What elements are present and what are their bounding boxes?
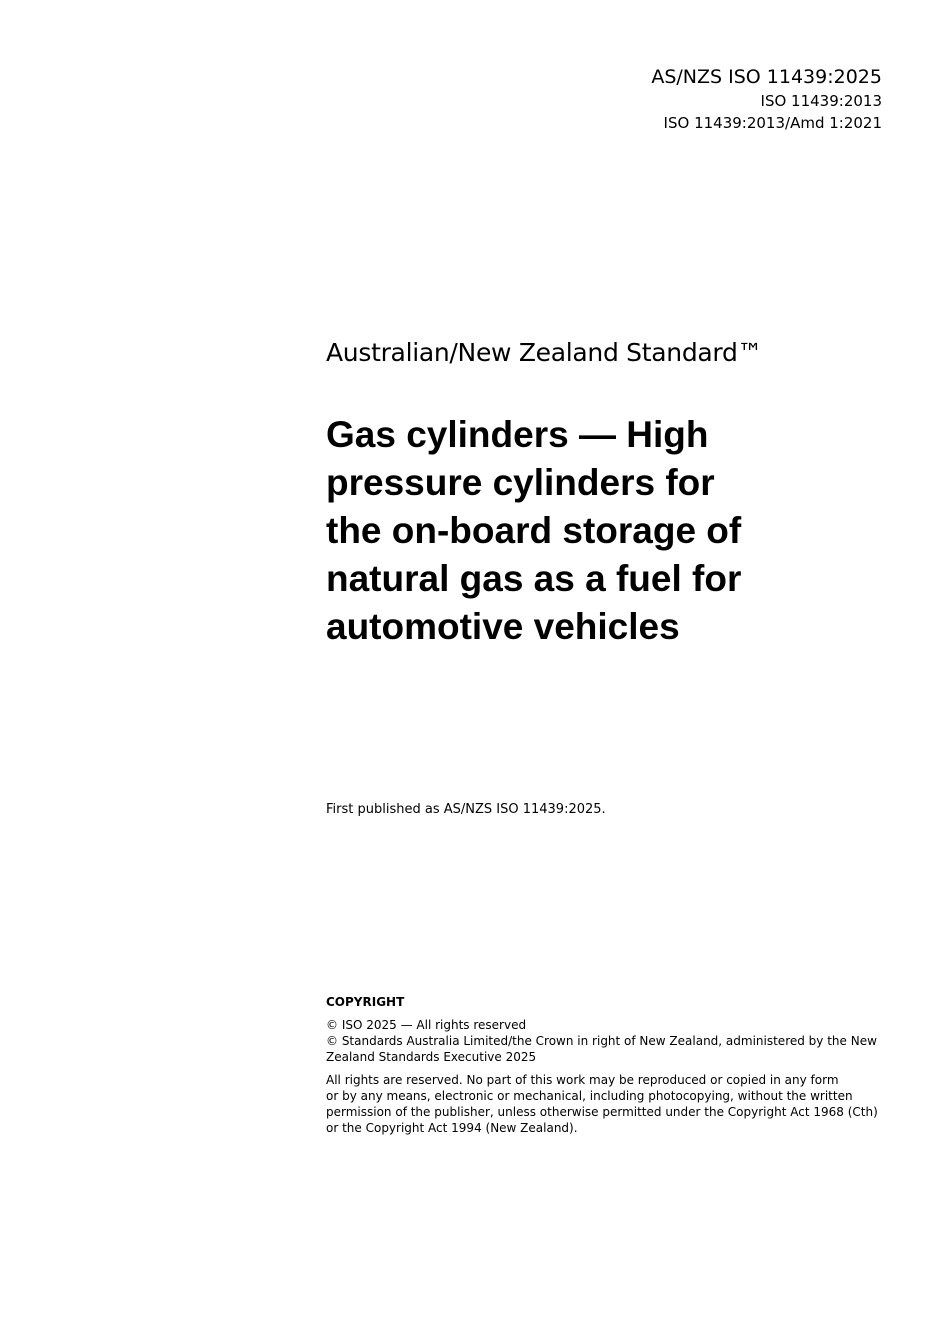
- copyright-notice-standards-australia: © Standards Australia Limited/the Crown in right of New Zealand, administered by the New: [326, 1034, 877, 1048]
- first-published-note: First published as AS/NZS ISO 11439:2025.: [326, 802, 606, 817]
- copyright-block: [326, 994, 896, 1136]
- standard-type-label: Australian/New Zealand Standard™: [326, 338, 763, 367]
- title-line: natural gas as a fuel for: [326, 558, 742, 599]
- title-line: Gas cylinders — High: [326, 414, 709, 455]
- rights-reserved-paragraph: [326, 1072, 896, 1136]
- rights-line: or by any means, electronic or mechanical, including photocopying, without the written: [326, 1089, 853, 1103]
- copyright-notice-standards-australia-cont: Zealand Standards Executive 2025: [326, 1050, 537, 1064]
- standard-designations: [651, 64, 882, 134]
- rights-line: or the Copyright Act 1994 (New Zealand).: [326, 1121, 578, 1135]
- title-line: automotive vehicles: [326, 606, 680, 647]
- copyright-notices: [326, 1017, 896, 1065]
- designation-primary: AS/NZS ISO 11439:2025: [651, 66, 882, 88]
- rights-line: All rights are reserved. No part of this work may be reproduced or copied in any form: [326, 1073, 839, 1087]
- copyright-notice-iso: © ISO 2025 — All rights reserved: [326, 1018, 527, 1032]
- designation-iso: ISO 11439:2013: [760, 92, 882, 110]
- title-line: pressure cylinders for: [326, 462, 715, 503]
- document-title: [326, 411, 846, 651]
- title-line: the on-board storage of: [326, 510, 742, 551]
- rights-line: permission of the publisher, unless otherwise permitted under the Copyright Act 1968 (Cth): [326, 1105, 878, 1119]
- copyright-heading: COPYRIGHT: [326, 995, 405, 1009]
- designation-amendment: ISO 11439:2013/Amd 1:2021: [663, 114, 882, 132]
